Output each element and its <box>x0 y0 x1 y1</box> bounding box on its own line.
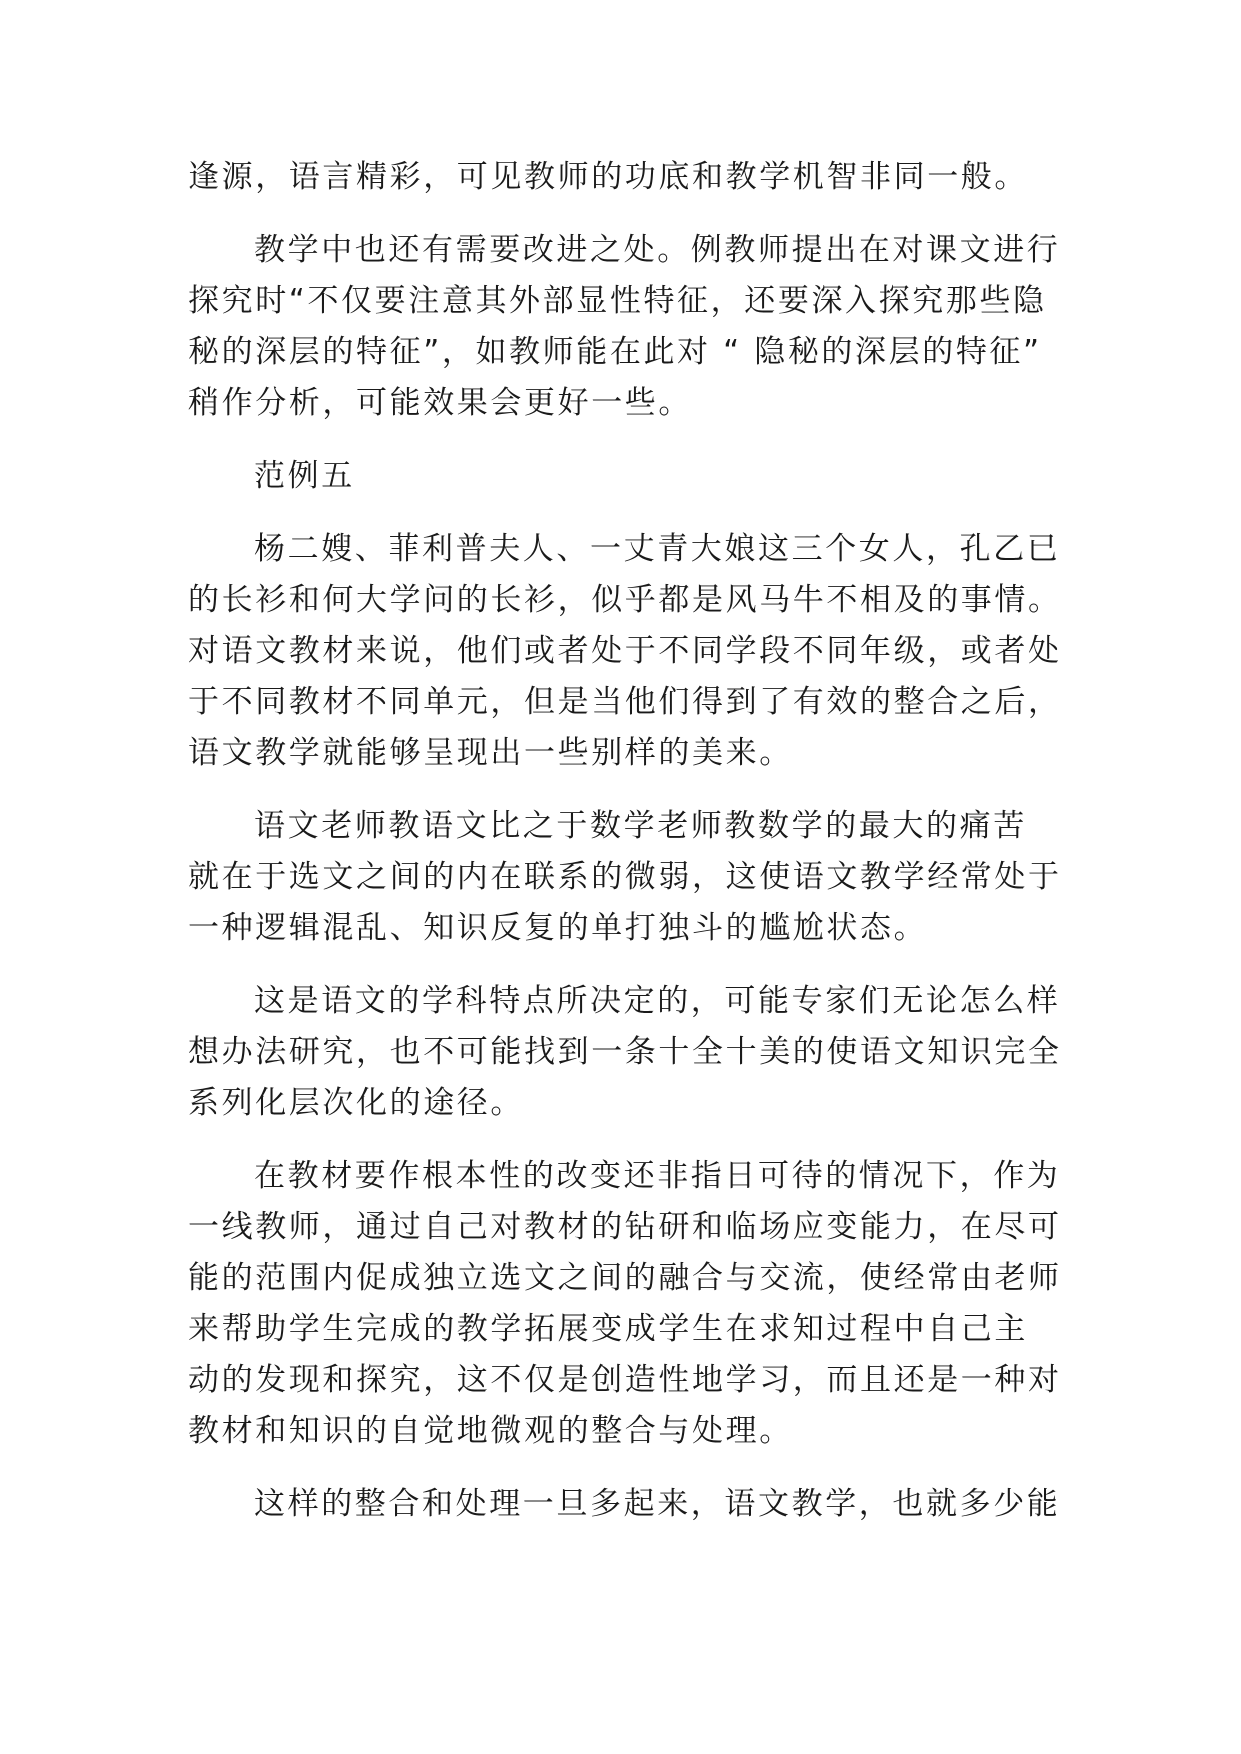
paragraph-first-line: 语文老师教语文比之于数学老师教数学的最大的痛苦 <box>254 808 1027 844</box>
text-line: 稍作分析，可能效果会更好一些。 <box>188 385 692 421</box>
text-line: 动的发现和探究，这不仅是创造性地学习，而且还是一种对 <box>188 1362 1062 1398</box>
paragraph-first-line: 教学中也还有需要改进之处。例教师提出在对课文进行 <box>254 232 1061 268</box>
paragraph-first-line: 在教材要作根本性的改变还非指日可待的情况下，作为 <box>254 1158 1061 1194</box>
text-line: 教材和知识的自觉地微观的整合与处理。 <box>188 1413 793 1449</box>
text-line: 对语文教材来说，他们或者处于不同学段不同年级，或者处 <box>188 633 1062 669</box>
text-line: 秘的深层的特征”，如教师能在此对 “ 隐秘的深层的特征” <box>188 334 1042 370</box>
text-line: 探究时“不仅要注意其外部显性特征，还要深入探究那些隐 <box>188 283 1047 319</box>
text-line: 就在于选文之间的内在联系的微弱，这使语文教学经常处于 <box>188 859 1062 895</box>
text-line: 逢源，语言精彩，可见教师的功底和教学机智非同一般。 <box>188 159 1028 195</box>
text-line: 于不同教材不同单元，但是当他们得到了有效的整合之后， <box>188 684 1062 720</box>
text-line: 语文教学就能够呈现出一些别样的美来。 <box>188 735 793 771</box>
text-line: 的长衫和何大学问的长衫，似乎都是风马牛不相及的事情。 <box>188 582 1062 618</box>
text-line: 来帮助学生完成的教学拓展变成学生在求知过程中自己主 <box>188 1311 1028 1347</box>
paragraph-first-line: 杨二嫂、菲利普夫人、一丈青大娘这三个女人，孔乙已 <box>254 531 1061 567</box>
paragraph-first-line: 这是语文的学科特点所决定的，可能专家们无论怎么样 <box>254 983 1061 1019</box>
text-line: 一线教师，通过自己对教材的钻研和临场应变能力，在尽可 <box>188 1209 1062 1245</box>
text-line: 能的范围内促成独立选文之间的融合与交流，使经常由老师 <box>188 1260 1062 1296</box>
text-line: 想办法研究，也不可能找到一条十全十美的使语文知识完全 <box>188 1034 1062 1070</box>
paragraph-first-line: 这样的整合和处理一旦多起来，语文教学，也就多少能 <box>254 1486 1061 1522</box>
section-heading: 范例五 <box>254 458 355 494</box>
document-body <box>188 152 1062 1530</box>
text-line: 一种逻辑混乱、知识反复的单打独斗的尴尬状态。 <box>188 910 928 946</box>
text-line: 系列化层次化的途径。 <box>188 1085 524 1121</box>
